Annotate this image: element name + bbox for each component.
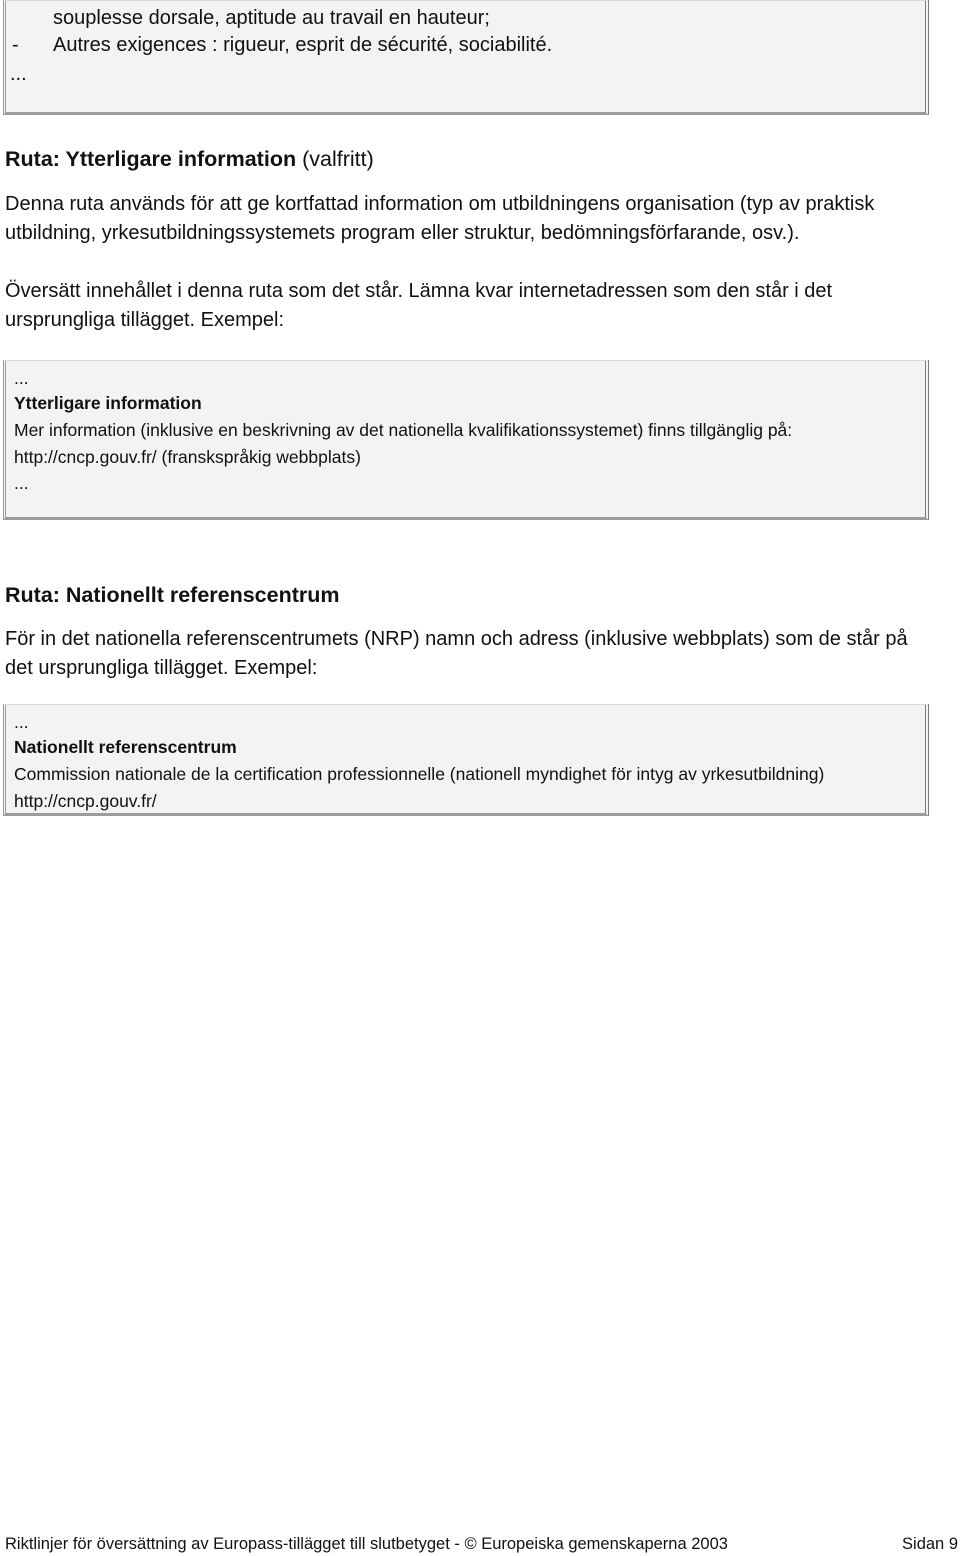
ellipsis: ... [10, 63, 27, 85]
paragraph-line: För in det nationella referenscentrumets (NRP) namn och adress (inklusive webbplats) som de står på [5, 628, 908, 650]
paragraph-line: ursprungliga tillägget. Exempel: [5, 309, 285, 331]
page-number: Sidan 9 [902, 1535, 958, 1553]
example-url-line: http://cncp.gouv.fr/ [14, 791, 157, 811]
section-title [5, 147, 374, 171]
paragraph-line: Denna ruta används för att ge kortfattad information om utbildningens organisation (typ av praktisk [5, 193, 875, 215]
paragraph-line: Översätt innehållet i denna ruta som det står. Lämna kvar internetadressen som den står i det [5, 280, 833, 302]
footer-text: Riktlinjer för översättning av Europass-tillägget till slutbetyget - © Europeiska gemenskaperna 2003 [5, 1535, 728, 1553]
requirement-line: Autres exigences : rigueur, esprit de sécurité, sociabilité. [53, 34, 553, 56]
paragraph-line: utbildning, yrkesutbildningssystemets program eller struktur, bedömningsförfarande, osv.). [5, 222, 800, 244]
section-title: Ruta: Nationellt referenscentrum [5, 583, 340, 607]
section-title-bold: Ruta: Ytterligare information [5, 147, 297, 171]
section-title-optional: (valfritt) [302, 147, 374, 171]
ellipsis: ... [14, 712, 29, 732]
paragraph-line: det ursprungliga tillägget. Exempel: [5, 657, 318, 679]
ellipsis: ... [14, 368, 29, 388]
bullet-dash: - [12, 34, 19, 56]
example-line: Mer information (inklusive en beskrivning av det nationella kvalifikationssystemet) finns tillgänglig på: [14, 420, 793, 440]
example-line: Commission nationale de la certification professionnelle (nationell myndighet för intyg av yrkesutbildning) [14, 764, 825, 784]
example-heading: Ytterligare information [14, 393, 202, 413]
example-url-line: http://cncp.gouv.fr/ (franskspråkig webbplats) [14, 447, 361, 467]
requirement-line: souplesse dorsale, aptitude au travail en hauteur; [53, 7, 490, 29]
ellipsis: ... [14, 473, 29, 493]
example-heading: Nationellt referenscentrum [14, 737, 237, 757]
